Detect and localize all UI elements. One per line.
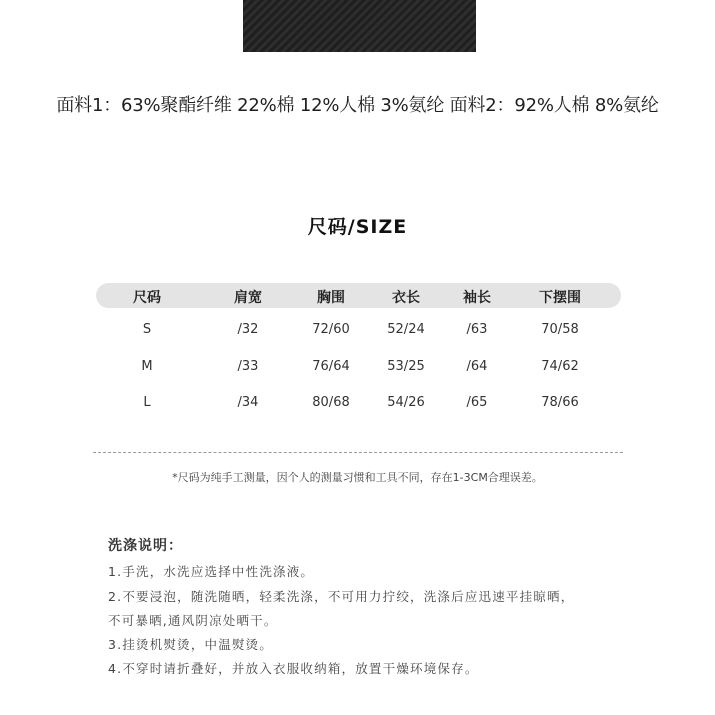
header-sleeve: 袖长 <box>463 290 491 306</box>
washing-line: 4.不穿时请折叠好，并放入衣服收纳箱，放置干燥环境保存。 <box>108 661 479 676</box>
table-cell: 74/62 <box>541 359 579 374</box>
washing-title: 洗涤说明： <box>108 538 183 554</box>
washing-line: 不可暴晒,通风阴凉处晒干。 <box>108 613 278 628</box>
header-size: 尺码 <box>133 290 161 306</box>
washing-line: 3.挂烫机熨烫，中温熨烫。 <box>108 637 274 652</box>
header-length: 衣长 <box>392 290 420 306</box>
table-cell: /64 <box>466 359 488 374</box>
table-cell: /32 <box>237 322 259 337</box>
table-cell: /34 <box>237 395 259 410</box>
table-cell: 54/26 <box>387 395 425 410</box>
table-cell: /33 <box>237 359 259 374</box>
fabric-composition: 面料1：63%聚酯纤维 22%棉 12%人棉 3%氨纶 面料2：92%人棉 8%氨纶 <box>56 95 659 116</box>
table-cell: 70/58 <box>541 322 579 337</box>
washing-line: 1.手洗，水洗应选择中性洗涤液。 <box>108 564 315 579</box>
table-cell: S <box>142 322 152 337</box>
header-chest: 胸围 <box>317 290 345 306</box>
header-shoulder: 肩宽 <box>234 290 262 306</box>
table-cell: M <box>141 359 153 374</box>
table-cell: 78/66 <box>541 395 579 410</box>
table-cell: 72/60 <box>312 322 350 337</box>
table-cell: 52/24 <box>387 322 425 337</box>
measurement-note: *尺码为纯手工测量，因个人的测量习惯和工具不同，存在1-3CM合理误差。 <box>172 471 543 484</box>
fabric-swatch-image <box>243 0 476 52</box>
table-cell: 76/64 <box>312 359 350 374</box>
table-cell: /65 <box>466 395 488 410</box>
washing-line: 2.不要浸泡，随洗随晒，轻柔洗涤，不可用力拧绞，洗涤后应迅速平挂晾晒， <box>108 589 575 604</box>
size-title: 尺码/SIZE <box>307 216 408 238</box>
dashed-divider <box>93 452 623 453</box>
header-hem: 下摆围 <box>539 290 581 306</box>
table-cell: /63 <box>466 322 488 337</box>
table-cell: 53/25 <box>387 359 425 374</box>
table-cell: 80/68 <box>312 395 350 410</box>
table-cell: L <box>143 395 151 410</box>
